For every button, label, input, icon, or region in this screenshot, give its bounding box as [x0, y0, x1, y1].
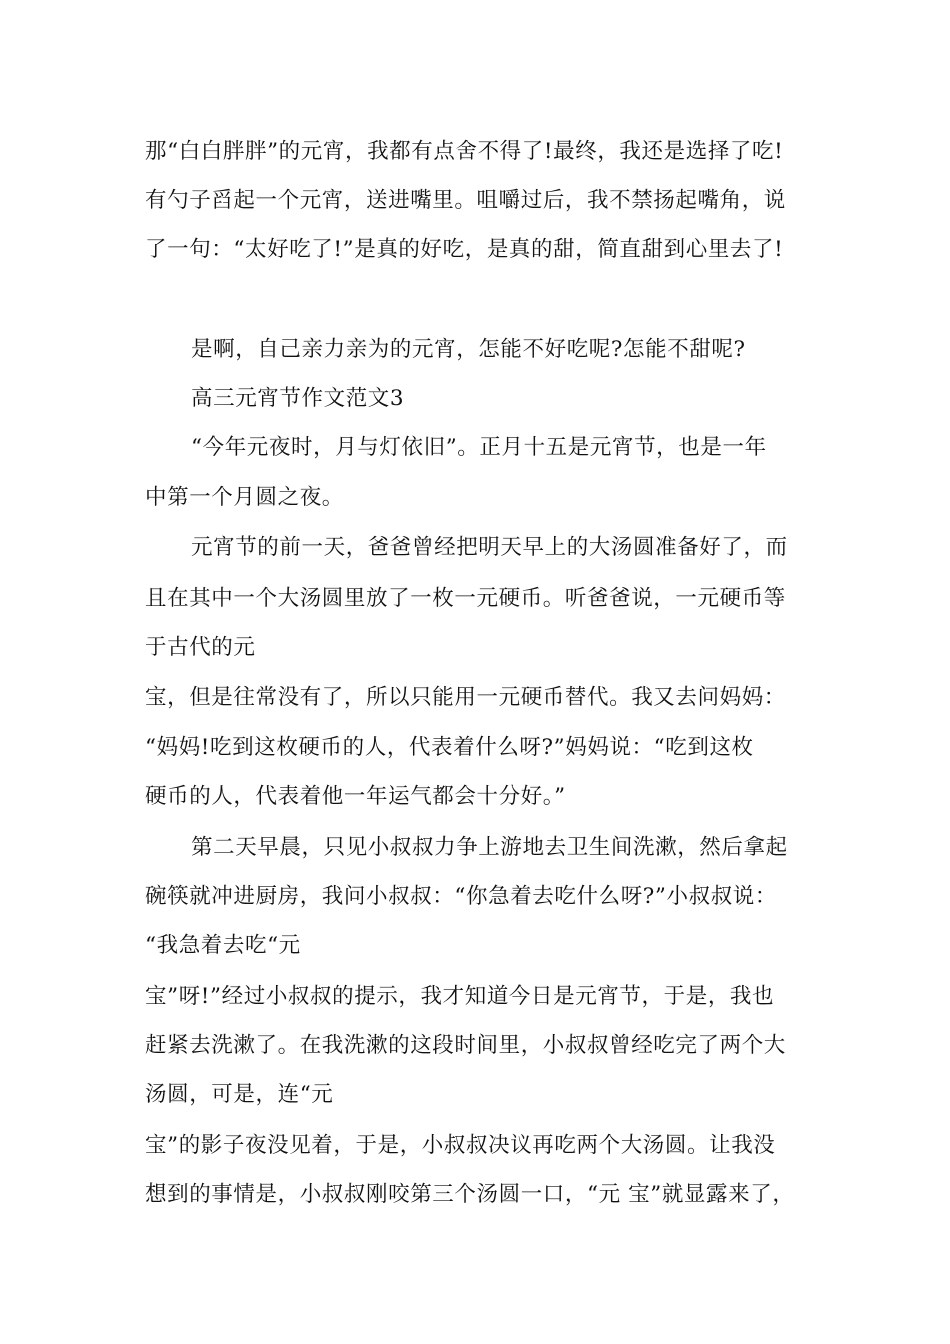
- text-line: 中第一个月圆之夜。: [145, 485, 344, 510]
- text-line: 赶紧去洗漱了。在我洗漱的这段时间里，小叔叔曾经吃完了两个大: [145, 1033, 786, 1058]
- text-line: 宝，但是往常没有了，所以只能用一元硬币替代。我又去问妈妈：: [145, 685, 786, 710]
- text-line: 第二天早晨，只见小叔叔力争上游地去卫生间洗漱，然后拿起: [191, 835, 788, 860]
- text-line: 于古代的元: [145, 635, 256, 660]
- text-line: 那“白白胖胖”的元宵，我都有点舍不得了!最终，我还是选择了吃!: [145, 139, 784, 164]
- text-line: 想到的事情是，小叔叔刚咬第三个汤圆一口，“元 宝”就显露来了，: [145, 1182, 795, 1207]
- text-line: “我急着去吃“元: [145, 933, 301, 958]
- text-line: 宝”呀!”经过小叔叔的提示，我才知道今日是元宵节，于是，我也: [145, 984, 775, 1009]
- text-line: “妈妈!吃到这枚硬币的人，代表着什么呀?”妈妈说：“吃到这枚: [145, 735, 754, 760]
- text-line: 汤圆，可是，连“元: [145, 1082, 334, 1107]
- text-line: 元宵节的前一天，爸爸曾经把明天早上的大汤圆准备好了，而: [191, 535, 788, 560]
- section-heading: 高三元宵节作文范文3: [191, 386, 405, 411]
- text-line: 有勺子舀起一个元宵，送进嘴里。咀嚼过后，我不禁扬起嘴角，说: [145, 188, 786, 213]
- text-line: 宝”的影子夜没见着，于是，小叔叔决议再吃两个大汤圆。让我没: [145, 1133, 776, 1158]
- text-line: 且在其中一个大汤圆里放了一枚一元硬币。听爸爸说，一元硬币等: [145, 586, 786, 611]
- text-line: 碗筷就冲进厨房，我问小叔叔：“你急着去吃什么呀?”小叔叔说：: [145, 884, 778, 909]
- text-line: 是啊，自己亲力亲为的元宵，怎能不好吃呢?怎能不甜呢?: [191, 337, 746, 362]
- text-line: 硬币的人，代表着他一年运气都会十分好。”: [145, 784, 566, 809]
- text-line: 了一句：“太好吃了!”是真的好吃，是真的甜，简直甜到心里去了!: [145, 237, 784, 262]
- text-line: “今年元夜时，月与灯依旧”。正月十五是元宵节，也是一年: [191, 435, 767, 460]
